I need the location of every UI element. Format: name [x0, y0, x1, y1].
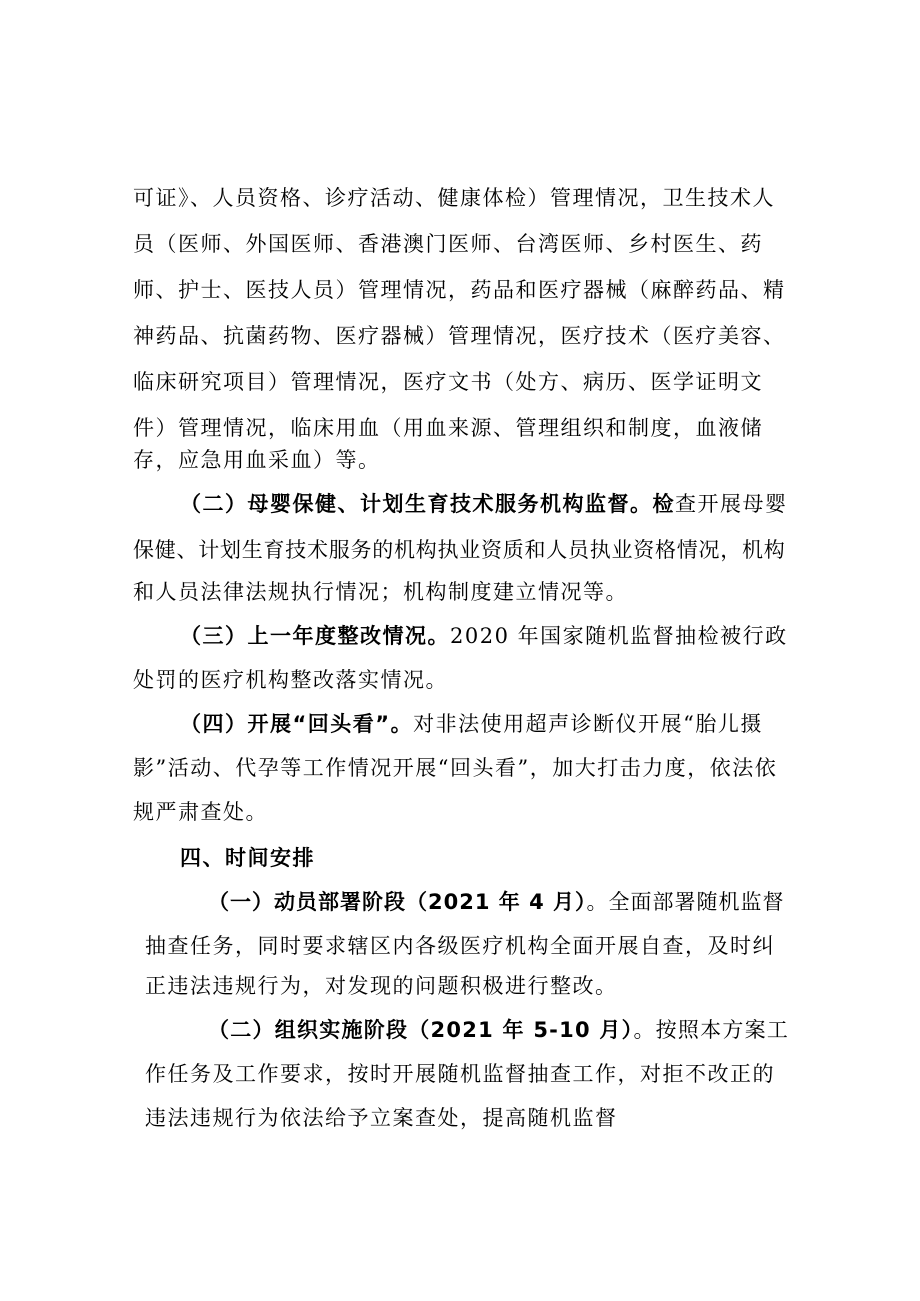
para3-first-line	[180, 621, 788, 651]
para1-line: 可证》、人员资格、诊疗活动、健康体检）管理情况，卫生技术人	[133, 186, 775, 210]
para1-line: 师、护士、医技人员）管理情况，药品和医疗器械（麻醉药品、精	[133, 278, 786, 302]
para4-line: 影”活动、代孕等工作情况开展“回头看”，加大打击力度，依法依	[133, 756, 778, 780]
para1-line: 存，应急用血采血）等。	[133, 448, 381, 472]
para4-first-text: 对非法使用超声诊断仪开展“胎儿摄	[413, 712, 763, 736]
phase1-line: 抽查任务，同时要求辖区内各级医疗机构全面开展自查，及时纠	[145, 934, 775, 958]
para3-line: 处罚的医疗机构整改落实情况。	[133, 668, 448, 692]
para4-line: 规严肃查处。	[133, 800, 268, 824]
phase2-line: 违法违规行为依法给予立案查处，提高随机监督	[145, 1106, 618, 1130]
phase2-line: 作任务及工作要求，按时开展随机监督抽查工作，对拒不改正的	[145, 1062, 775, 1086]
para1-line: 临床研究项目）管理情况，医疗文书（处方、病历、医学证明文	[133, 370, 763, 394]
phase2-heading: （二）组织实施阶段（2021 年 5-10 月）	[208, 1018, 634, 1042]
para3-heading: （三）上一年度整改情况。	[180, 624, 450, 648]
para1-line: 件）管理情况，临床用血（用血来源、管理组织和制度，血液储	[133, 416, 763, 440]
phase2-first-text: 。按照本方案工	[633, 1018, 790, 1042]
phase1-line: 正违法违规行为，对发现的问题积极进行整改。	[145, 974, 618, 998]
para2-first-line	[180, 489, 788, 519]
para2-heading: （二）母婴保健、计划生育技术服务机构监督。检	[180, 492, 675, 516]
phase2-first-line	[208, 1015, 789, 1045]
para1-line: 员（医师、外国医师、香港澳门医师、台湾医师、乡村医生、药	[133, 232, 763, 256]
para2-line: 保健、计划生育技术服务的机构执业资质和人员执业资格情况，机构	[133, 538, 786, 562]
phase1-first-text: 。全面部署随机监督	[586, 890, 785, 914]
phase1-heading: （一）动员部署阶段（2021 年 4 月）	[208, 890, 587, 914]
para2-first-text: 查开展母婴	[675, 492, 788, 516]
phase1-first-line	[208, 887, 785, 917]
para3-first-text: 2020 年国家随机监督抽检被行政	[450, 624, 788, 648]
para4-first-line	[180, 709, 763, 739]
section-title: 四、时间安排	[180, 846, 315, 870]
para4-heading: （四）开展“回头看”。	[180, 712, 414, 736]
para1-line: 神药品、抗菌药物、医疗器械）管理情况，医疗技术（医疗美容、	[133, 324, 786, 348]
para2-line: 和人员法律法规执行情况；机构制度建立情况等。	[133, 580, 628, 604]
